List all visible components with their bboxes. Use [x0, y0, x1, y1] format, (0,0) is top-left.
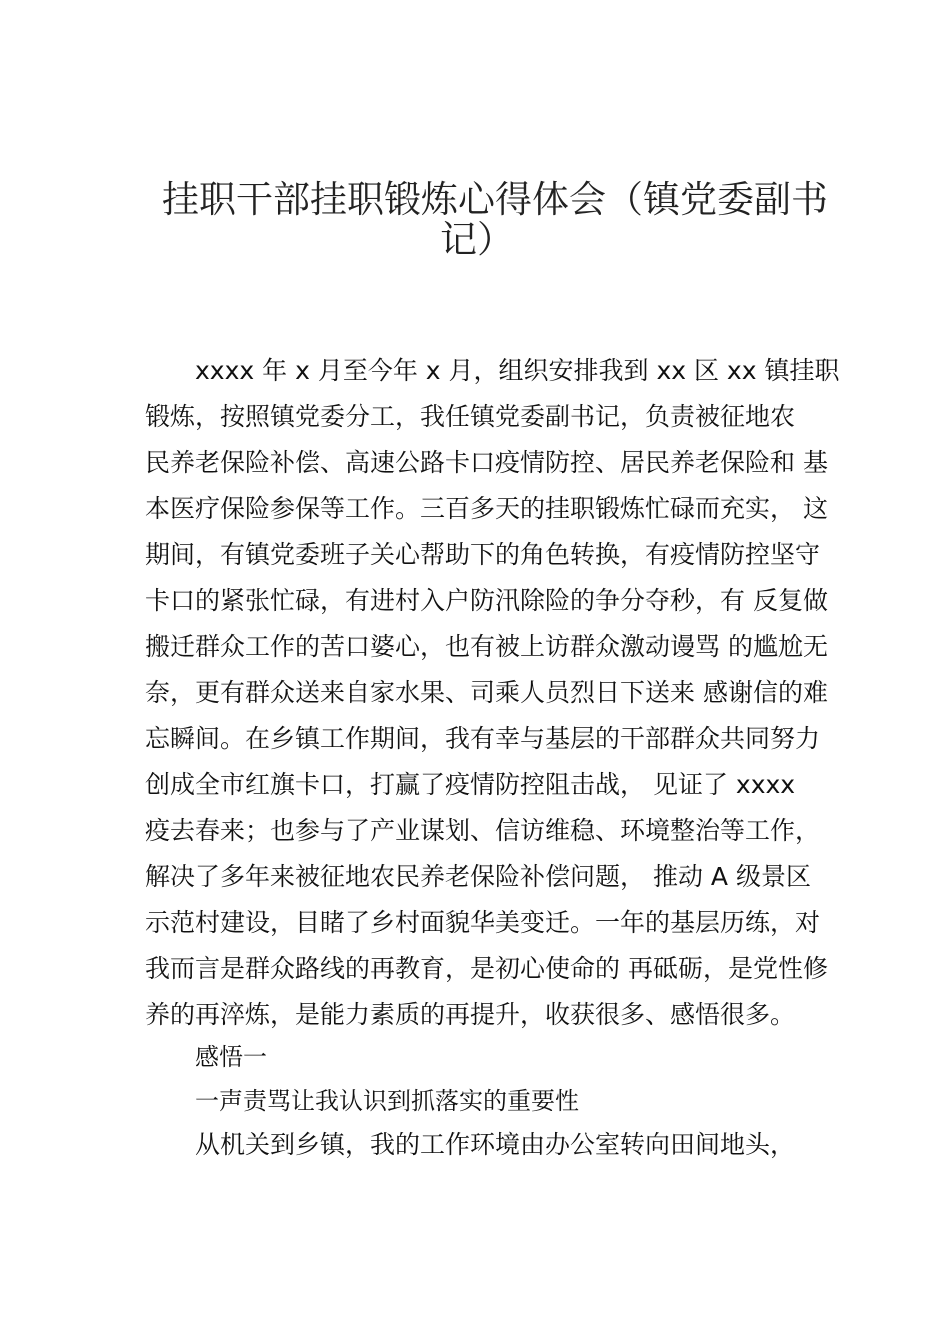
paragraph-line-13: 示范村建设，目睹了乡村面貌华美变迁。一年的基层历练，对 [145, 908, 821, 937]
paragraph-line-6: 卡口的紧张忙碌，有进村入户防汛除险的争分夺秒，有 反复做 [145, 586, 828, 615]
paragraph-line-4: 本医疗保险参保等工作。三百多天的挂职锻炼忙碌而充实， 这 [145, 494, 828, 523]
section-label: 感悟一 [195, 1043, 267, 1071]
paragraph-line-5: 期间，有镇党委班子关心帮助下的角色转换，有疫情防控坚守 [145, 540, 821, 569]
paragraph-line-9: 忘瞬间。在乡镇工作期间，我有幸与基层的干部群众共同努力 [145, 724, 821, 753]
paragraph-line-7: 搬迁群众工作的苦口婆心，也有被上访群众激动谩骂 的尴尬无 [145, 632, 828, 661]
document-title-line-1: 挂职干部挂职锻炼心得体会（镇党委副书 [162, 178, 828, 221]
paragraph-line-12: 解决了多年来被征地农民养老保险补偿问题， 推动 A 级景区 [145, 862, 811, 891]
paragraph-line-14: 我而言是群众路线的再教育，是初心使命的 再砥砺，是党性修 [145, 954, 828, 983]
paragraph-line-1: xxxx 年 x 月至今年 x 月，组织安排我到 xx 区 xx 镇挂职 [195, 356, 840, 385]
paragraph-line-2: 锻炼，按照镇党委分工，我任镇党委副书记，负责被征地农 [145, 402, 796, 431]
paragraph-line-10: 创成全市红旗卡口，打赢了疫情防控阻击战， 见证了 xxxx [145, 770, 796, 799]
paragraph-line-15: 养的再淬炼，是能力素质的再提升，收获很多、感悟很多。 [145, 1000, 796, 1029]
next-paragraph-line: 从机关到乡镇，我的工作环境由办公室转向田间地头， [195, 1130, 796, 1159]
paragraph-line-3: 民养老保险补偿、高速公路卡口疫情防控、居民养老保险和 基 [145, 448, 828, 477]
paragraph-line-11: 疫去春来；也参与了产业谋划、信访维稳、环境整治等工作， [145, 816, 821, 845]
paragraph-line-8: 奈，更有群众送来自家水果、司乘人员烈日下送来 感谢信的难 [145, 678, 828, 707]
document-title-line-2: 记） [440, 218, 514, 261]
section-heading: 一声责骂让我认识到抓落实的重要性 [195, 1087, 579, 1115]
